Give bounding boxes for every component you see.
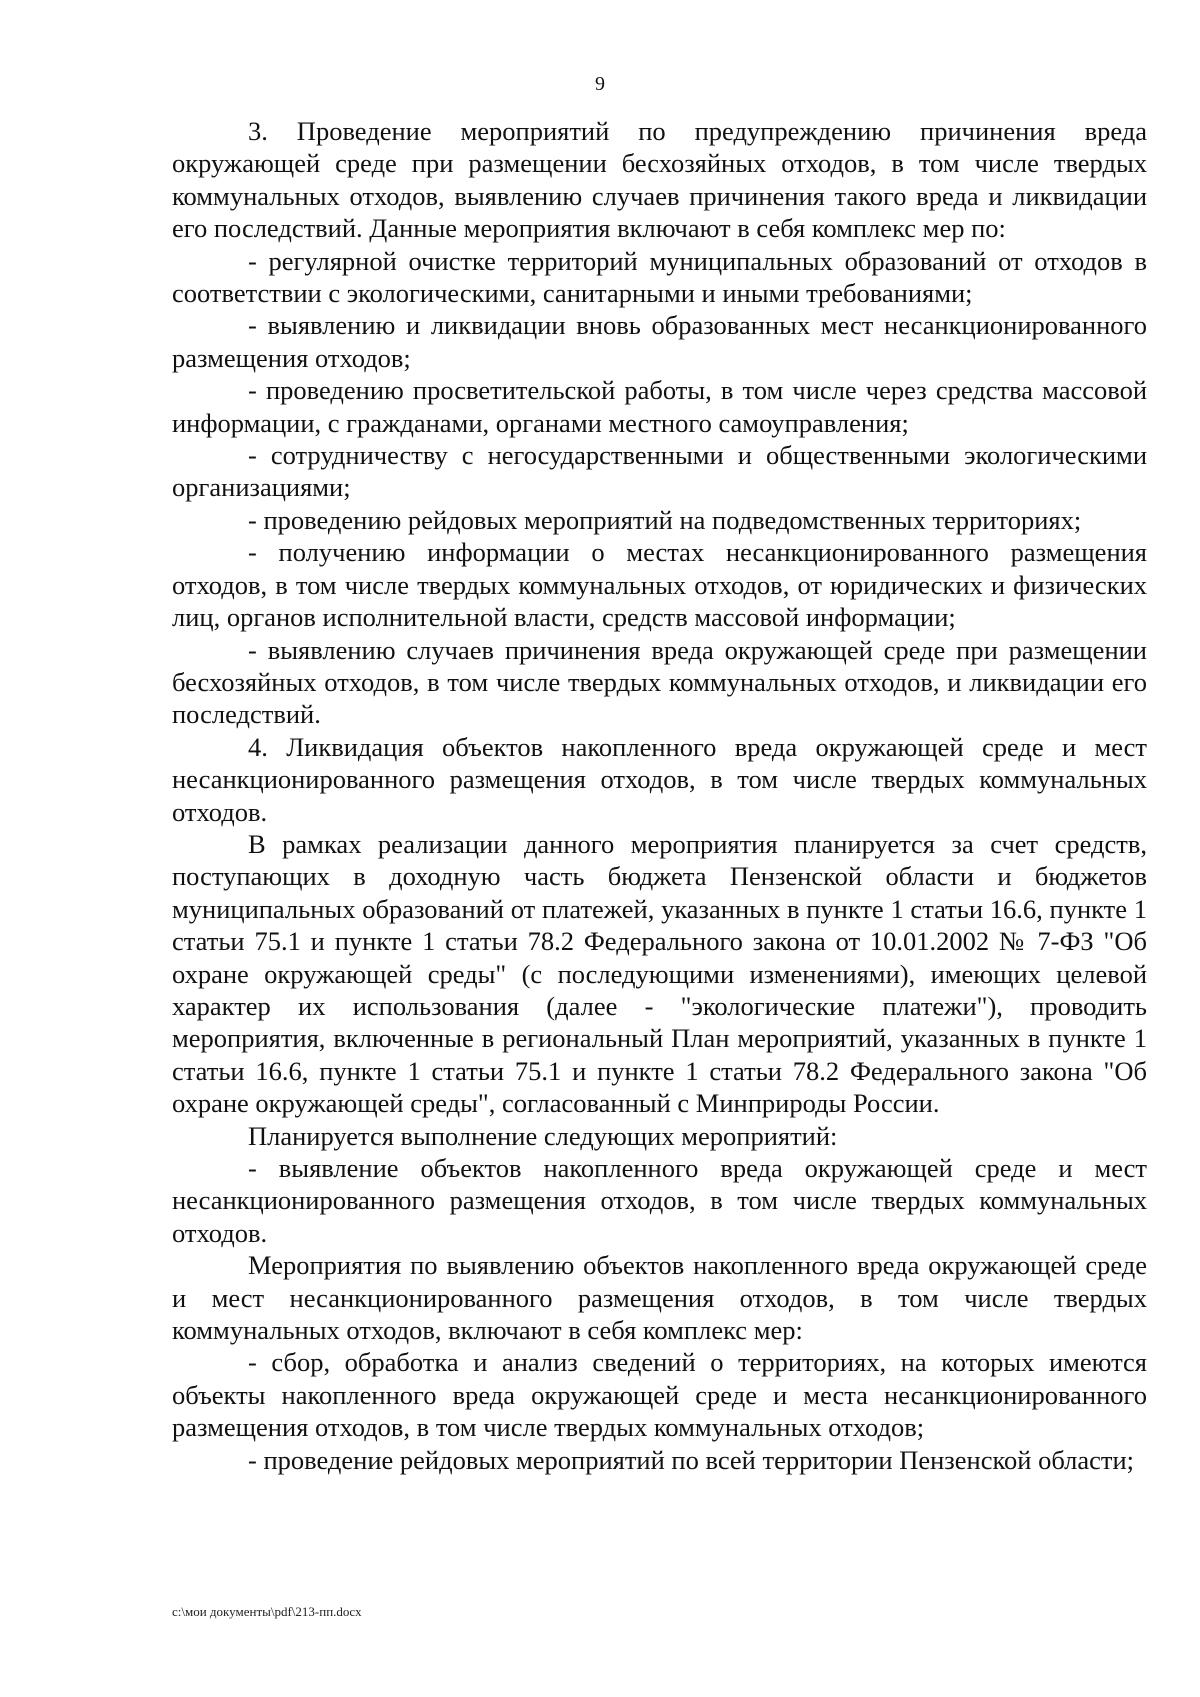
list-item: - выявлению случаев причинения вреда окружающей среде при размещении бесхозяйных отходов, в том числе твердых коммунальных отходов, и ликвидации его последствий. bbox=[172, 634, 1147, 730]
document-body bbox=[172, 115, 1147, 1476]
paragraph: В рамках реализации данного мероприятия планируется за счет средств, поступающих в доходную часть бюджета Пензенской области и бюджетов муниципальных образований от платежей, указанных в пункте 1 статьи 16.6, пункте 1 статьи 75.1 и пункте 1 статьи 78.2 Федерального закона от 10.01.2002 № 7-ФЗ "Об охране окружающей среды" (с последующими изменениями), имеющих целевой характер их использования (далее - "экологические платежи"), проводить мероприятия, включенные в региональный План мероприятий, указанных в пункте 1 статьи 16.6, пункте 1 статьи 75.1 и пункте 1 статьи 78.2 Федерального закона "Об охране окружающей среды", согласованный с Минприроды России. bbox=[172, 828, 1147, 1119]
page-number: 9 bbox=[595, 73, 605, 95]
list-item: - выявлению и ликвидации вновь образованных мест несанкционированного размещения отходов; bbox=[172, 310, 1147, 373]
list-item: - проведению просветительской работы, в том числе через средства массовой информации, с гражданами, органами местного самоуправления; bbox=[172, 375, 1147, 438]
list-item: - проведению рейдовых мероприятий на подведомственных территориях; bbox=[248, 504, 1082, 535]
paragraph-item-4-heading: 4. Ликвидация объектов накопленного вреда окружающей среде и мест несанкционированного размещения отходов, в том числе твердых коммунальных отходов. bbox=[172, 731, 1147, 827]
list-item: - сбор, обработка и анализ сведений о территориях, на которых имеются объекты накопленного вреда окружающей среде и места несанкционированного размещения отходов, в том числе твердых коммунальных отходов; bbox=[172, 1347, 1147, 1443]
list-item: - проведение рейдовых мероприятий по всей территории Пензенской области; bbox=[248, 1444, 1135, 1475]
list-item: - получению информации о местах несанкционированного размещения отходов, в том числе твердых коммунальных отходов, от юридических и физических лиц, органов исполнительной власти, средств массовой информации; bbox=[172, 537, 1147, 633]
list-item: - регулярной очистке территорий муниципальных образований от отходов в соответствии с экологическими, санитарными и иными требованиями; bbox=[172, 245, 1147, 309]
paragraph: Мероприятия по выявлению объектов накопленного вреда окружающей среде и мест несанкционированного размещения отходов, в том числе твердых коммунальных отходов, включают в себя комплекс мер: bbox=[172, 1250, 1147, 1346]
paragraph: Планируется выполнение следующих мероприятий: bbox=[248, 1120, 838, 1151]
paragraph-item-3-heading: 3. Проведение мероприятий по предупреждению причинения вреда окружающей среде при размещении бесхозяйных отходов, в том числе твердых коммунальных отходов, выявлению случаев причинения такого вреда и ликвидации его последствий. Данные мероприятия включают в себя комплекс мер по: bbox=[172, 116, 1147, 244]
list-item: - сотрудничеству с негосударственными и общественными экологическими организациями; bbox=[172, 440, 1147, 503]
footer-file-path: c:\мои документы\pdf\213-пп.docx bbox=[172, 1604, 362, 1619]
list-item: - выявление объектов накопленного вреда окружающей среде и мест несанкционированного размещения отходов, в том числе твердых коммунальных отходов. bbox=[172, 1153, 1147, 1248]
